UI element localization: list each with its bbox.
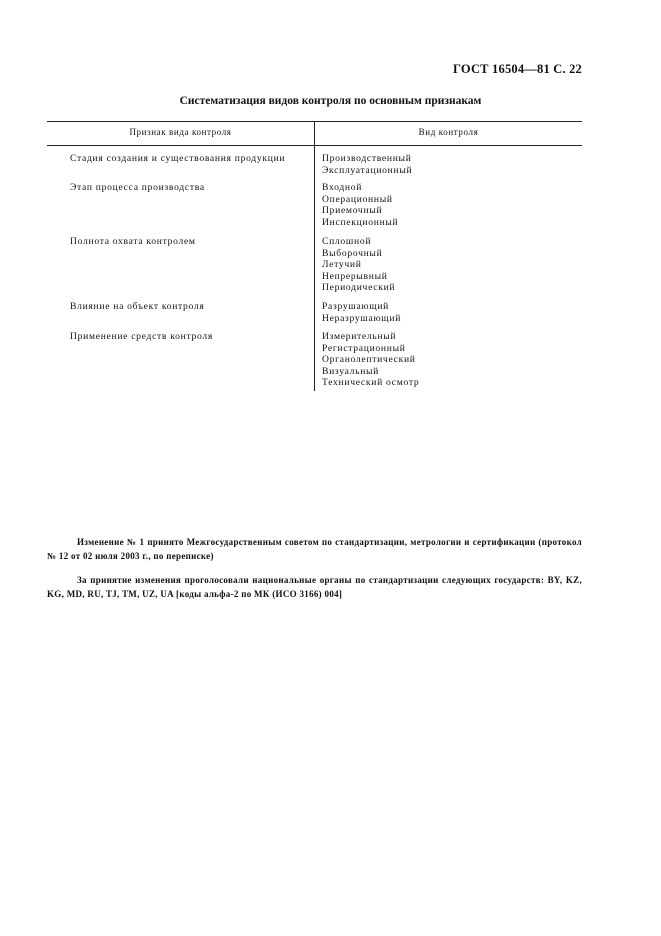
row-sign: Этап процесса производства (70, 182, 205, 193)
row-sign: Полнота охвата контролем (70, 236, 196, 247)
kind-item: Инспекционный (322, 216, 399, 228)
kind-item: Входной (322, 182, 363, 193)
voting-note: За принятие изменения проголосовали национальные органы по стандартизации следующих государств: BY, KZ, KG, MD, RU, TJ, TM, UZ, UA [коды альфа-2 по МК (ИСО 3166) 004] (47, 575, 582, 599)
kind-item: Неразрушающий (322, 312, 402, 324)
kind-item: Периодический (322, 282, 396, 293)
kind-item: Измерительный (322, 331, 397, 342)
row-sign: Стадия создания и существования продукции (70, 153, 286, 164)
kind-item: Эксплуатационный (322, 164, 413, 176)
row-kinds (322, 331, 577, 389)
table-title: Систематизация видов контроля по основным признакам (179, 95, 482, 107)
kind-item: Выборочный (322, 247, 383, 259)
row-kinds (322, 236, 577, 294)
row-kinds (322, 301, 577, 324)
kind-item: Сплошной (322, 236, 372, 247)
row-kinds (322, 182, 577, 228)
kind-item: Приемочный (322, 205, 383, 216)
row-kinds (322, 153, 577, 176)
kind-item: Органолептический (322, 354, 416, 365)
column-header-kind: Вид контроля (418, 127, 479, 137)
kind-item: Операционный (322, 193, 393, 205)
kind-item: Непрерывный (322, 270, 388, 282)
control-types-table (47, 121, 582, 391)
kind-item: Регистрационный (322, 342, 406, 354)
table-column-divider (314, 121, 315, 391)
column-header-sign: Признак вида контроля (129, 127, 232, 137)
row-sign: Влияние на объект контроля (70, 301, 205, 312)
kind-item: Визуальный (322, 365, 380, 377)
kind-item: Разрушающий (322, 301, 390, 312)
amendment-note: Изменение № 1 принято Межгосударственным советом по стандартизации, метрологии и сертификации (протокол № 12 от 02 июля 2003 г., по переписке) (47, 537, 582, 561)
kind-item: Технический осмотр (322, 377, 420, 388)
row-sign: Применение средств контроля (70, 331, 213, 342)
page-header: ГОСТ 16504—81 С. 22 (453, 62, 582, 76)
kind-item: Летучий (322, 259, 362, 270)
kind-item: Производственный (322, 153, 412, 164)
